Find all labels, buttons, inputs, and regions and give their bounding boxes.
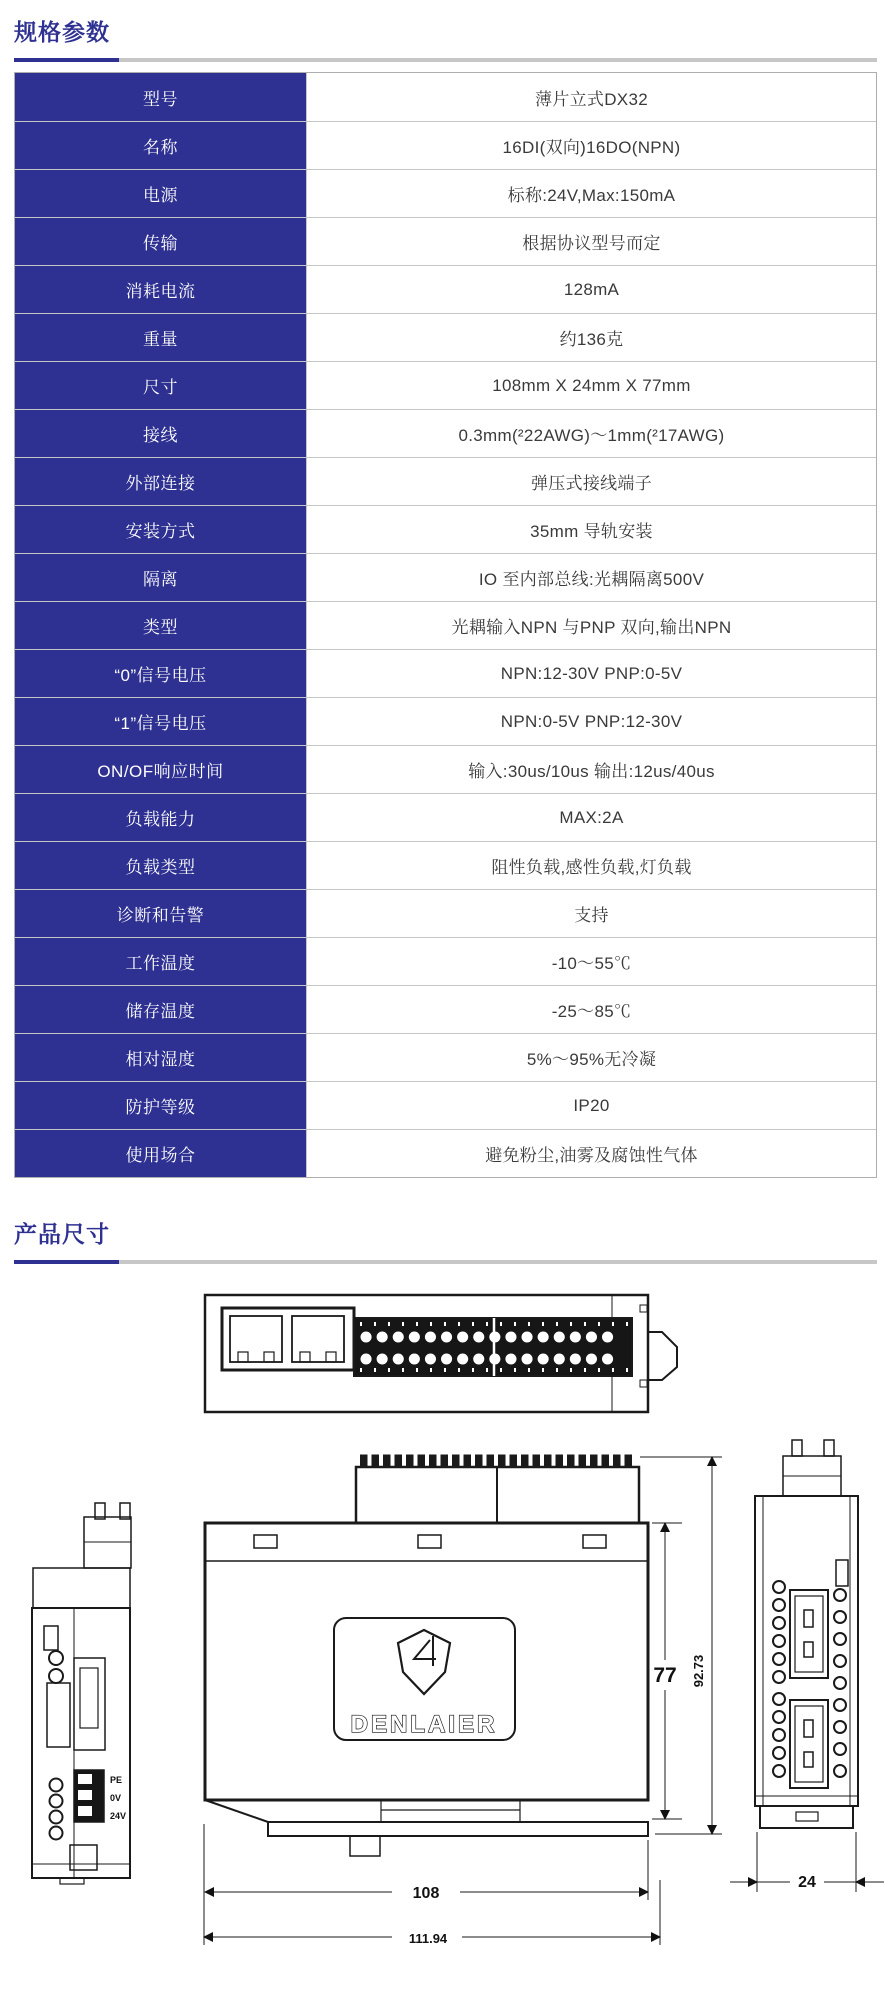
spec-value: 标称:24V,Max:150mA (507, 186, 676, 205)
spec-label: 安装方式 (15, 506, 307, 553)
specs-section-title: 规格参数 (14, 19, 110, 45)
specs-title-rule (14, 58, 877, 62)
table-row (15, 121, 876, 169)
din-clip-tab (648, 1332, 677, 1380)
spec-label: 型号 (15, 73, 307, 121)
rj45-side-profile (47, 1658, 105, 1750)
table-row (15, 745, 876, 793)
spec-label: 储存温度 (15, 986, 307, 1033)
product-dimensions-drawing (0, 1280, 891, 1980)
terminal-strip-top (354, 1318, 632, 1376)
dim-text-height: 77 (653, 1664, 677, 1687)
spec-label: 负载能力 (15, 794, 307, 841)
spec-value: IO 至内部总线:光耦隔离500V (478, 570, 705, 589)
brand-diamond-icon (398, 1630, 450, 1694)
spec-value: 35mm 导轨安装 (530, 522, 653, 541)
spec-label: 类型 (15, 602, 307, 649)
spec-value: NPN:12-30V PNP:0-5V (500, 663, 683, 683)
logo-plate (334, 1618, 515, 1740)
spec-label: “0”信号电压 (15, 650, 307, 697)
table-row (15, 361, 876, 409)
dim-text-width: 108 (412, 1885, 440, 1902)
spec-value: 避免粉尘,油雾及腐蚀性气体 (485, 1146, 698, 1165)
spec-label: 消耗电流 (15, 266, 307, 313)
io-connector-1 (790, 1590, 828, 1678)
spec-value: 0.3mm(²22AWG)～1mm(²17AWG) (458, 426, 725, 445)
spec-label: 诊断和告警 (15, 890, 307, 937)
table-row (15, 649, 876, 697)
right-side-view-drawing (755, 1440, 858, 1828)
spec-value: IP20 (573, 1095, 610, 1115)
spec-value: 弹压式接线端子 (530, 474, 653, 493)
spec-label: “1”信号电压 (15, 698, 307, 745)
pin-label-24v: 24V (110, 1811, 127, 1821)
table-row (15, 169, 876, 217)
spec-label: 相对湿度 (15, 1034, 307, 1081)
spec-label: 隔离 (15, 554, 307, 601)
spec-label: 防护等级 (15, 1082, 307, 1129)
spec-label: 名称 (15, 122, 307, 169)
table-row (15, 1081, 876, 1129)
table-row (15, 73, 876, 121)
table-row (15, 217, 876, 265)
table-row (15, 313, 876, 361)
table-row (15, 457, 876, 505)
table-row (15, 697, 876, 745)
front-view-drawing (205, 1461, 648, 1856)
spec-value: 薄片立式DX32 (535, 89, 648, 109)
dimension-depth-24 (730, 1832, 884, 1892)
dim-text-total-height: 92.73 (691, 1654, 706, 1688)
spec-value: 128mA (563, 279, 620, 299)
spec-value: 支持 (574, 906, 609, 925)
table-row (15, 505, 876, 553)
spec-label: 传输 (15, 218, 307, 265)
spec-label: 外部连接 (15, 458, 307, 505)
spec-value: MAX:2A (559, 807, 624, 827)
io-connector-2 (790, 1700, 828, 1788)
spec-value: 16DI(双向)16DO(NPN) (502, 138, 681, 157)
dimensions-section-title: 产品尺寸 (14, 1221, 110, 1247)
din-rail-base (205, 1800, 648, 1856)
left-side-view-drawing (32, 1503, 131, 1884)
spec-table (14, 72, 877, 1178)
spec-value: 约136克 (559, 330, 624, 349)
pin-label-0v: 0V (110, 1793, 122, 1803)
spec-value: 阻性负载,感性负载,灯负载 (491, 858, 692, 877)
spec-value: -10～55℃ (551, 954, 632, 973)
top-view-drawing (205, 1295, 677, 1412)
spec-label: 电源 (15, 170, 307, 217)
table-row (15, 985, 876, 1033)
spec-label: 尺寸 (15, 362, 307, 409)
brand-logo-text: DENLAIER (350, 1711, 498, 1738)
rule-accent (14, 58, 119, 62)
dim-text-total-width: 111.94 (408, 1931, 448, 1946)
rj45-ports-top (222, 1308, 354, 1370)
spec-value: 108mm X 24mm X 77mm (492, 375, 691, 395)
table-row (15, 937, 876, 985)
spec-value: 光耦输入NPN 与PNP 双向,输出NPN (451, 618, 732, 637)
rule-accent (14, 1260, 119, 1264)
table-row (15, 601, 876, 649)
dimensions-title-rule (14, 1260, 877, 1264)
table-row (15, 841, 876, 889)
dimension-total-height-92-73 (640, 1457, 722, 1834)
spec-label: 重量 (15, 314, 307, 361)
table-row (15, 1129, 876, 1177)
dimension-height-77 (652, 1523, 682, 1819)
dim-text-depth: 24 (798, 1874, 816, 1891)
spec-value: 输入:30us/10us 输出:12us/40us (468, 762, 715, 781)
table-row (15, 265, 876, 313)
table-row (15, 409, 876, 457)
spec-label: 负载类型 (15, 842, 307, 889)
spec-value: NPN:0-5V PNP:12-30V (500, 711, 683, 731)
spec-value: 根据协议型号而定 (522, 234, 661, 253)
spec-label: 使用场合 (15, 1130, 307, 1177)
dimension-width-108 (204, 1824, 648, 1945)
power-terminal-block (74, 1770, 104, 1822)
module-body (205, 1523, 648, 1800)
table-row (15, 1033, 876, 1081)
spec-label: 接线 (15, 410, 307, 457)
spec-value: -25～85℃ (551, 1002, 632, 1021)
table-row (15, 793, 876, 841)
pin-label-pe: PE (110, 1775, 123, 1785)
spec-label: 工作温度 (15, 938, 307, 985)
table-row (15, 553, 876, 601)
table-row (15, 889, 876, 937)
spec-label: ON/OF响应时间 (15, 746, 307, 793)
spec-value: 5%～95%无冷凝 (526, 1050, 657, 1069)
